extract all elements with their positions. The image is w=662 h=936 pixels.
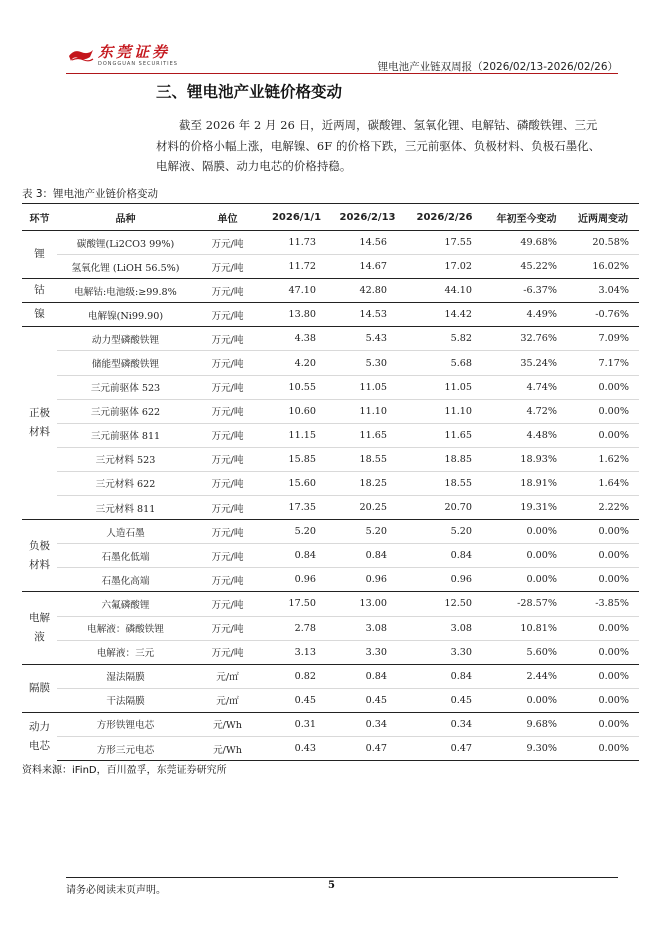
value-cell: 11.72 <box>261 255 332 279</box>
value-cell: 0.00% <box>567 544 639 568</box>
value-cell: 0.34 <box>332 712 403 736</box>
value-cell: 47.10 <box>261 279 332 303</box>
unit-cell: 万元/吨 <box>194 255 261 279</box>
unit-cell: 万元/吨 <box>194 544 261 568</box>
value-cell: 4.20 <box>261 351 332 375</box>
unit-cell: 万元/吨 <box>194 447 261 471</box>
product-cell: 碳酸锂(Li2CO3 99%) <box>57 231 194 255</box>
category-cell: 正极 材料 <box>22 327 57 520</box>
value-cell: 18.91% <box>486 471 567 495</box>
value-cell: 5.20 <box>261 520 332 544</box>
product-cell: 方形铁锂电芯 <box>57 712 194 736</box>
product-cell: 人造石墨 <box>57 520 194 544</box>
product-cell: 六氟磷酸锂 <box>57 592 194 616</box>
header-cell: 近两周变动 <box>567 204 639 231</box>
table-header-row <box>22 204 639 231</box>
category-cell: 锂 <box>22 231 57 279</box>
summary-paragraph: 截至 2026 年 2 月 26 日，近两周，碳酸锂、氢氧化锂、电解钴、磷酸铁锂、三元材料的价格小幅上涨，电解镍、6F 的价格下跌，三元前驱体、负极材料、负极石墨化、电解液、隔膜、动力电芯的价格持稳。 <box>156 118 601 173</box>
value-cell: 11.05 <box>332 375 403 399</box>
value-cell: 3.13 <box>261 640 332 664</box>
page-number: 5 <box>328 880 335 891</box>
value-cell: 20.58% <box>567 231 639 255</box>
value-cell: 18.55 <box>403 471 486 495</box>
unit-cell: 元/Wh <box>194 712 261 736</box>
category-cell: 镍 <box>22 303 57 327</box>
unit-cell: 万元/吨 <box>194 640 261 664</box>
value-cell: 5.60% <box>486 640 567 664</box>
value-cell: 9.30% <box>486 736 567 760</box>
value-cell: 11.10 <box>403 399 486 423</box>
table-row <box>22 520 639 544</box>
value-cell: 17.02 <box>403 255 486 279</box>
value-cell: 0.00% <box>486 520 567 544</box>
value-cell: 5.30 <box>332 351 403 375</box>
value-cell: 3.08 <box>403 616 486 640</box>
value-cell: 17.35 <box>261 496 332 520</box>
table-row <box>22 640 639 664</box>
value-cell: 0.00% <box>567 399 639 423</box>
product-cell: 三元材料 622 <box>57 471 194 495</box>
value-cell: 0.00% <box>567 375 639 399</box>
table-row <box>22 375 639 399</box>
value-cell: 32.76% <box>486 327 567 351</box>
value-cell: 7.09% <box>567 327 639 351</box>
unit-cell: 万元/吨 <box>194 423 261 447</box>
product-cell: 方形三元电芯 <box>57 736 194 760</box>
value-cell: 13.80 <box>261 303 332 327</box>
value-cell: 0.00% <box>567 712 639 736</box>
unit-cell: 万元/吨 <box>194 375 261 399</box>
value-cell: 11.65 <box>403 423 486 447</box>
value-cell: 10.55 <box>261 375 332 399</box>
header-cell: 2026/2/13 <box>332 204 403 231</box>
category-cell: 钴 <box>22 279 57 303</box>
value-cell: 19.31% <box>486 496 567 520</box>
value-cell: 3.08 <box>332 616 403 640</box>
value-cell: 18.55 <box>332 447 403 471</box>
table-row <box>22 399 639 423</box>
value-cell: 0.45 <box>403 688 486 712</box>
value-cell: 14.56 <box>332 231 403 255</box>
value-cell: -0.76% <box>567 303 639 327</box>
unit-cell: 万元/吨 <box>194 327 261 351</box>
header-cell: 2026/2/26 <box>403 204 486 231</box>
table-row <box>22 496 639 520</box>
logo-english-name: DONGGUAN SECURITIES <box>98 61 178 67</box>
value-cell: 11.15 <box>261 423 332 447</box>
product-cell: 电解镍(Ni99.90) <box>57 303 194 327</box>
product-cell: 三元材料 523 <box>57 447 194 471</box>
product-cell: 石墨化高端 <box>57 568 194 592</box>
footer-disclaimer: 请务必阅读末页声明。 <box>66 885 166 896</box>
unit-cell: 万元/吨 <box>194 568 261 592</box>
value-cell: 0.84 <box>332 544 403 568</box>
unit-cell: 万元/吨 <box>194 592 261 616</box>
product-cell: 氢氧化锂 (LiOH 56.5%) <box>57 255 194 279</box>
value-cell: 3.30 <box>403 640 486 664</box>
price-table <box>22 203 639 761</box>
value-cell: 0.96 <box>403 568 486 592</box>
value-cell: 0.45 <box>261 688 332 712</box>
value-cell: 17.55 <box>403 231 486 255</box>
value-cell: 0.47 <box>332 736 403 760</box>
table-row <box>22 351 639 375</box>
unit-cell: 元/㎡ <box>194 664 261 688</box>
value-cell: 4.48% <box>486 423 567 447</box>
unit-cell: 万元/吨 <box>194 303 261 327</box>
value-cell: -28.57% <box>486 592 567 616</box>
value-cell: 0.00% <box>567 640 639 664</box>
footer-divider <box>66 877 618 878</box>
value-cell: 5.68 <box>403 351 486 375</box>
value-cell: 4.72% <box>486 399 567 423</box>
value-cell: 5.82 <box>403 327 486 351</box>
value-cell: 14.53 <box>332 303 403 327</box>
product-cell: 动力型磷酸铁锂 <box>57 327 194 351</box>
header-cell: 2026/1/1 <box>261 204 332 231</box>
header-cell: 年初至今变动 <box>486 204 567 231</box>
value-cell: 20.25 <box>332 496 403 520</box>
value-cell: 4.38 <box>261 327 332 351</box>
category-cell: 电解 液 <box>22 592 57 664</box>
value-cell: 3.30 <box>332 640 403 664</box>
value-cell: 1.62% <box>567 447 639 471</box>
category-cell: 隔膜 <box>22 664 57 712</box>
unit-cell: 万元/吨 <box>194 351 261 375</box>
value-cell: 0.31 <box>261 712 332 736</box>
unit-cell: 万元/吨 <box>194 496 261 520</box>
value-cell: 35.24% <box>486 351 567 375</box>
value-cell: 42.80 <box>332 279 403 303</box>
table-row <box>22 303 639 327</box>
product-cell: 湿法隔膜 <box>57 664 194 688</box>
table-row <box>22 231 639 255</box>
value-cell: 0.00% <box>567 616 639 640</box>
value-cell: 17.50 <box>261 592 332 616</box>
unit-cell: 万元/吨 <box>194 520 261 544</box>
value-cell: 2.44% <box>486 664 567 688</box>
product-cell: 电解液：三元 <box>57 640 194 664</box>
value-cell: 0.34 <box>403 712 486 736</box>
table-row <box>22 592 639 616</box>
product-cell: 三元材料 811 <box>57 496 194 520</box>
value-cell: 0.43 <box>261 736 332 760</box>
value-cell: 10.81% <box>486 616 567 640</box>
value-cell: 0.82 <box>261 664 332 688</box>
value-cell: 11.05 <box>403 375 486 399</box>
value-cell: 44.10 <box>403 279 486 303</box>
category-cell: 负极 材料 <box>22 520 57 592</box>
value-cell: 7.17% <box>567 351 639 375</box>
value-cell: -6.37% <box>486 279 567 303</box>
value-cell: 0.96 <box>261 568 332 592</box>
value-cell: 0.00% <box>567 520 639 544</box>
unit-cell: 万元/吨 <box>194 231 261 255</box>
value-cell: 45.22% <box>486 255 567 279</box>
table-body <box>22 231 639 761</box>
value-cell: 13.00 <box>332 592 403 616</box>
value-cell: 0.47 <box>403 736 486 760</box>
value-cell: 14.42 <box>403 303 486 327</box>
table-row <box>22 327 639 351</box>
value-cell: 0.84 <box>261 544 332 568</box>
value-cell: 11.10 <box>332 399 403 423</box>
table-row <box>22 664 639 688</box>
value-cell: 0.00% <box>567 736 639 760</box>
table-row <box>22 279 639 303</box>
header-divider <box>66 73 618 74</box>
product-cell: 三元前驱体 622 <box>57 399 194 423</box>
value-cell: 0.00% <box>486 688 567 712</box>
value-cell: 0.96 <box>332 568 403 592</box>
table-row <box>22 447 639 471</box>
logo-mark-icon <box>68 48 94 64</box>
section-title: 三、锂电池产业链价格变动 <box>156 83 343 101</box>
value-cell: 0.45 <box>332 688 403 712</box>
table-row <box>22 736 639 760</box>
value-cell: 0.00% <box>486 544 567 568</box>
table-row <box>22 568 639 592</box>
value-cell: 18.85 <box>403 447 486 471</box>
product-cell: 三元前驱体 811 <box>57 423 194 447</box>
category-cell: 动力 电芯 <box>22 712 57 760</box>
value-cell: 2.22% <box>567 496 639 520</box>
table-row <box>22 544 639 568</box>
value-cell: 1.64% <box>567 471 639 495</box>
unit-cell: 万元/吨 <box>194 616 261 640</box>
header-cell: 品种 <box>57 204 194 231</box>
value-cell: 3.04% <box>567 279 639 303</box>
value-cell: 0.84 <box>403 664 486 688</box>
product-cell: 电解钴:电池级:≥99.8% <box>57 279 194 303</box>
product-cell: 电解液：磷酸铁锂 <box>57 616 194 640</box>
value-cell: 18.25 <box>332 471 403 495</box>
header-cell: 单位 <box>194 204 261 231</box>
table-caption: 表 3：锂电池产业链价格变动 <box>22 188 159 200</box>
report-title: 锂电池产业链双周报（2026/02/13-2026/02/26） <box>377 61 618 73</box>
unit-cell: 元/Wh <box>194 736 261 760</box>
value-cell: 5.20 <box>332 520 403 544</box>
value-cell: 0.84 <box>403 544 486 568</box>
table-row <box>22 712 639 736</box>
product-cell: 干法隔膜 <box>57 688 194 712</box>
value-cell: 10.60 <box>261 399 332 423</box>
value-cell: 5.43 <box>332 327 403 351</box>
unit-cell: 元/㎡ <box>194 688 261 712</box>
value-cell: 49.68% <box>486 231 567 255</box>
data-source: 资料来源：iFinD，百川盈孚，东莞证券研究所 <box>22 765 227 776</box>
unit-cell: 万元/吨 <box>194 279 261 303</box>
product-cell: 储能型磷酸铁锂 <box>57 351 194 375</box>
value-cell: 12.50 <box>403 592 486 616</box>
product-cell: 三元前驱体 523 <box>57 375 194 399</box>
value-cell: 15.60 <box>261 471 332 495</box>
value-cell: 0.00% <box>567 423 639 447</box>
table-row <box>22 471 639 495</box>
value-cell: 15.85 <box>261 447 332 471</box>
value-cell: 9.68% <box>486 712 567 736</box>
value-cell: -3.85% <box>567 592 639 616</box>
value-cell: 0.00% <box>567 664 639 688</box>
value-cell: 11.65 <box>332 423 403 447</box>
value-cell: 5.20 <box>403 520 486 544</box>
value-cell: 0.00% <box>567 568 639 592</box>
value-cell: 20.70 <box>403 496 486 520</box>
table-row <box>22 423 639 447</box>
table-row <box>22 688 639 712</box>
value-cell: 16.02% <box>567 255 639 279</box>
product-cell: 石墨化低端 <box>57 544 194 568</box>
value-cell: 0.00% <box>486 568 567 592</box>
value-cell: 4.74% <box>486 375 567 399</box>
value-cell: 2.78 <box>261 616 332 640</box>
header-cell: 环节 <box>22 204 57 231</box>
company-logo <box>68 44 178 67</box>
value-cell: 4.49% <box>486 303 567 327</box>
value-cell: 18.93% <box>486 447 567 471</box>
table-row <box>22 616 639 640</box>
table-row <box>22 255 639 279</box>
value-cell: 0.84 <box>332 664 403 688</box>
value-cell: 14.67 <box>332 255 403 279</box>
unit-cell: 万元/吨 <box>194 471 261 495</box>
value-cell: 0.00% <box>567 688 639 712</box>
unit-cell: 万元/吨 <box>194 399 261 423</box>
logo-chinese-name: 东莞证券 <box>98 43 171 61</box>
value-cell: 11.73 <box>261 231 332 255</box>
